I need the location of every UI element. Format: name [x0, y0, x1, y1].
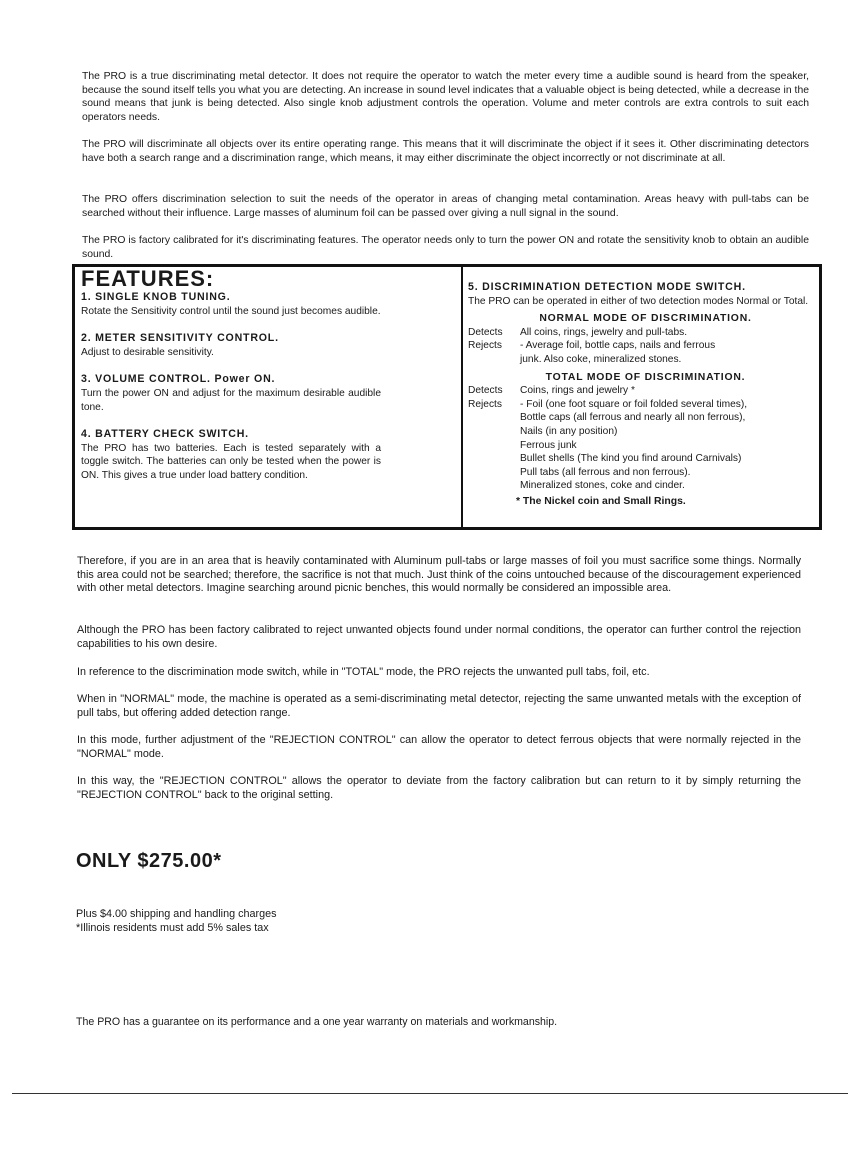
feature-text: Turn the power ON and adjust for the maximum desirable audible tone. — [81, 387, 381, 413]
feature-text: The PRO has two batteries. Each is tested separately with a toggle switch. The batteries can only be tested when the power is ON. This gives a true under load battery condition. — [81, 442, 381, 481]
shipping-note — [76, 908, 277, 935]
features-box — [72, 264, 822, 530]
total-rejects-row — [468, 411, 823, 425]
body-paragraph: When in "NORMAL" mode, the machine is operated as a semi-discriminating metal detector, rejecting the same unwanted metals with the exception of pull tabs, but offering added detection range. — [77, 693, 801, 719]
price-heading: ONLY $275.00* — [76, 850, 222, 872]
rejects-value: Mineralized stones, coke and cinder. — [520, 480, 685, 492]
body-paragraph: In this mode, further adjustment of the "REJECTION CONTROL" can allow the operator to detect ferrous objects that were normally rejected in the "NORMAL" mode. — [77, 734, 801, 760]
intro-paragraph: The PRO offers discrimination selection to suit the needs of the operator in areas of changing metal contamination. Areas heavy with pull-tabs can be searched without their influence. Large masses of aluminum foil can be passed over giving a null signal in the sound. — [82, 194, 809, 219]
normal-rejects-row — [468, 339, 823, 353]
shipping-line: Plus $4.00 shipping and handling charges — [76, 908, 277, 920]
mode-switch-heading: 5. DISCRIMINATION DETECTION MODE SWITCH. — [468, 281, 746, 293]
feature-heading: 3. VOLUME CONTROL. Power ON. — [81, 373, 276, 386]
feature-text: Rotate the Sensitivity control until the sound just becomes audible. — [81, 305, 381, 317]
detects-label: Detects — [468, 326, 503, 338]
detects-value: Coins, rings and jewelry * — [520, 385, 635, 397]
normal-mode-title: NORMAL MODE OF DISCRIMINATION. — [539, 313, 752, 325]
body-paragraph: In this way, the "REJECTION CONTROL" allows the operator to deviate from the factory calibration but can return to it by simply returning the "REJECTION CONTROL" back to the original setting. — [77, 775, 801, 801]
rejects-value: - Average foil, bottle caps, nails and ferrous — [520, 340, 716, 352]
normal-rejects-row — [468, 353, 823, 367]
features-left-column — [81, 267, 381, 497]
feature-item — [81, 332, 381, 359]
total-detects-row — [468, 384, 823, 398]
features-right-column — [468, 281, 823, 509]
intro-paragraph: The PRO will discriminate all objects over its entire operating range. This means that it will discriminate the object if it sees it. Other discriminating detectors have both a search range and a discrimination range, which means, it may either discriminate the object incorrectly or not discriminate at all. — [82, 139, 809, 164]
detects-label: Detects — [468, 385, 503, 397]
body-paragraph: Therefore, if you are in an area that is heavily contaminated with Aluminum pull-tabs or large masses of foil you must sacrifice some things. Normally this area could not be searched; therefore, the sacrifice is not that much. Just think of the coins untouched because of the discouragement experienced with other metal detectors. Imagine searching around picnic benches, this would normally be considered an impossible area. — [77, 555, 801, 595]
detects-value: All coins, rings, jewelry and pull-tabs. — [520, 326, 688, 338]
rejects-value: Ferrous junk — [520, 439, 577, 451]
rejects-value: Nails (in any position) — [520, 425, 618, 437]
feature-heading: 4. BATTERY CHECK SWITCH. — [81, 428, 249, 441]
normal-detects-row — [468, 326, 823, 340]
intro-paragraph: The PRO is a true discriminating metal detector. It does not require the operator to watch the meter every time a audible sound is heard from the speaker, because the sound itself tells you what you are detecting. An increase in sound level indicates that a valuable object is being detected, while a decrease in the sound means that junk is being detected. Also single knob adjustment controls the operation. Volume and meter controls are extra controls to suit each operators needs. — [82, 71, 809, 123]
rejects-label: Rejects — [468, 340, 502, 352]
body-paragraph: Although the PRO has been factory calibrated to reject unwanted objects found under normal conditions, the operator can further control the rejection capabilities to his own desire. — [77, 624, 801, 650]
feature-item — [81, 373, 381, 414]
feature-item — [81, 428, 381, 482]
mode-switch-text: The PRO can be operated in either of two detection modes Normal or Total. — [468, 295, 809, 307]
rejects-value: junk. Also coke, mineralized stones. — [520, 353, 682, 365]
bottom-divider — [12, 1093, 848, 1094]
rejects-value: Bottle caps (all ferrous and nearly all non ferrous), — [520, 412, 746, 424]
rejects-value: - Foil (one foot square or foil folded several times), — [520, 398, 748, 410]
total-rejects-row — [468, 439, 823, 453]
total-rejects-row — [468, 398, 823, 412]
total-rejects-row — [468, 452, 823, 466]
feature-text: Adjust to desirable sensitivity. — [81, 346, 214, 358]
total-mode-note: * The Nickel coin and Small Rings. — [516, 495, 686, 507]
tax-line: *Illinois residents must add 5% sales tax — [76, 921, 269, 934]
feature-heading: 1. SINGLE KNOB TUNING. — [81, 291, 231, 303]
intro-paragraph: The PRO is factory calibrated for it's discriminating features. The operator needs only to turn the power ON and rotate the sensitivity knob to obtain an audible sound. — [82, 235, 809, 260]
total-rejects-row — [468, 479, 823, 493]
rejects-value: Pull tabs (all ferrous and non ferrous). — [520, 466, 691, 478]
feature-heading: 2. METER SENSITIVITY CONTROL. — [81, 332, 279, 345]
rejects-label: Rejects — [468, 398, 502, 410]
guarantee-text: The PRO has a guarantee on its performance and a one year warranty on materials and workmanship. — [76, 1016, 558, 1028]
feature-item — [81, 291, 381, 318]
total-rejects-row — [468, 466, 823, 480]
column-divider — [461, 267, 463, 527]
features-title: FEATURES: — [81, 266, 215, 291]
body-paragraph: In reference to the discrimination mode switch, while in "TOTAL" mode, the PRO rejects the unwanted pull tabs, foil, etc. — [77, 666, 650, 678]
total-rejects-row — [468, 425, 823, 439]
total-mode-title: TOTAL MODE OF DISCRIMINATION. — [545, 371, 746, 383]
rejects-value: Bullet shells (The kind you find around Carnivals) — [520, 453, 742, 465]
